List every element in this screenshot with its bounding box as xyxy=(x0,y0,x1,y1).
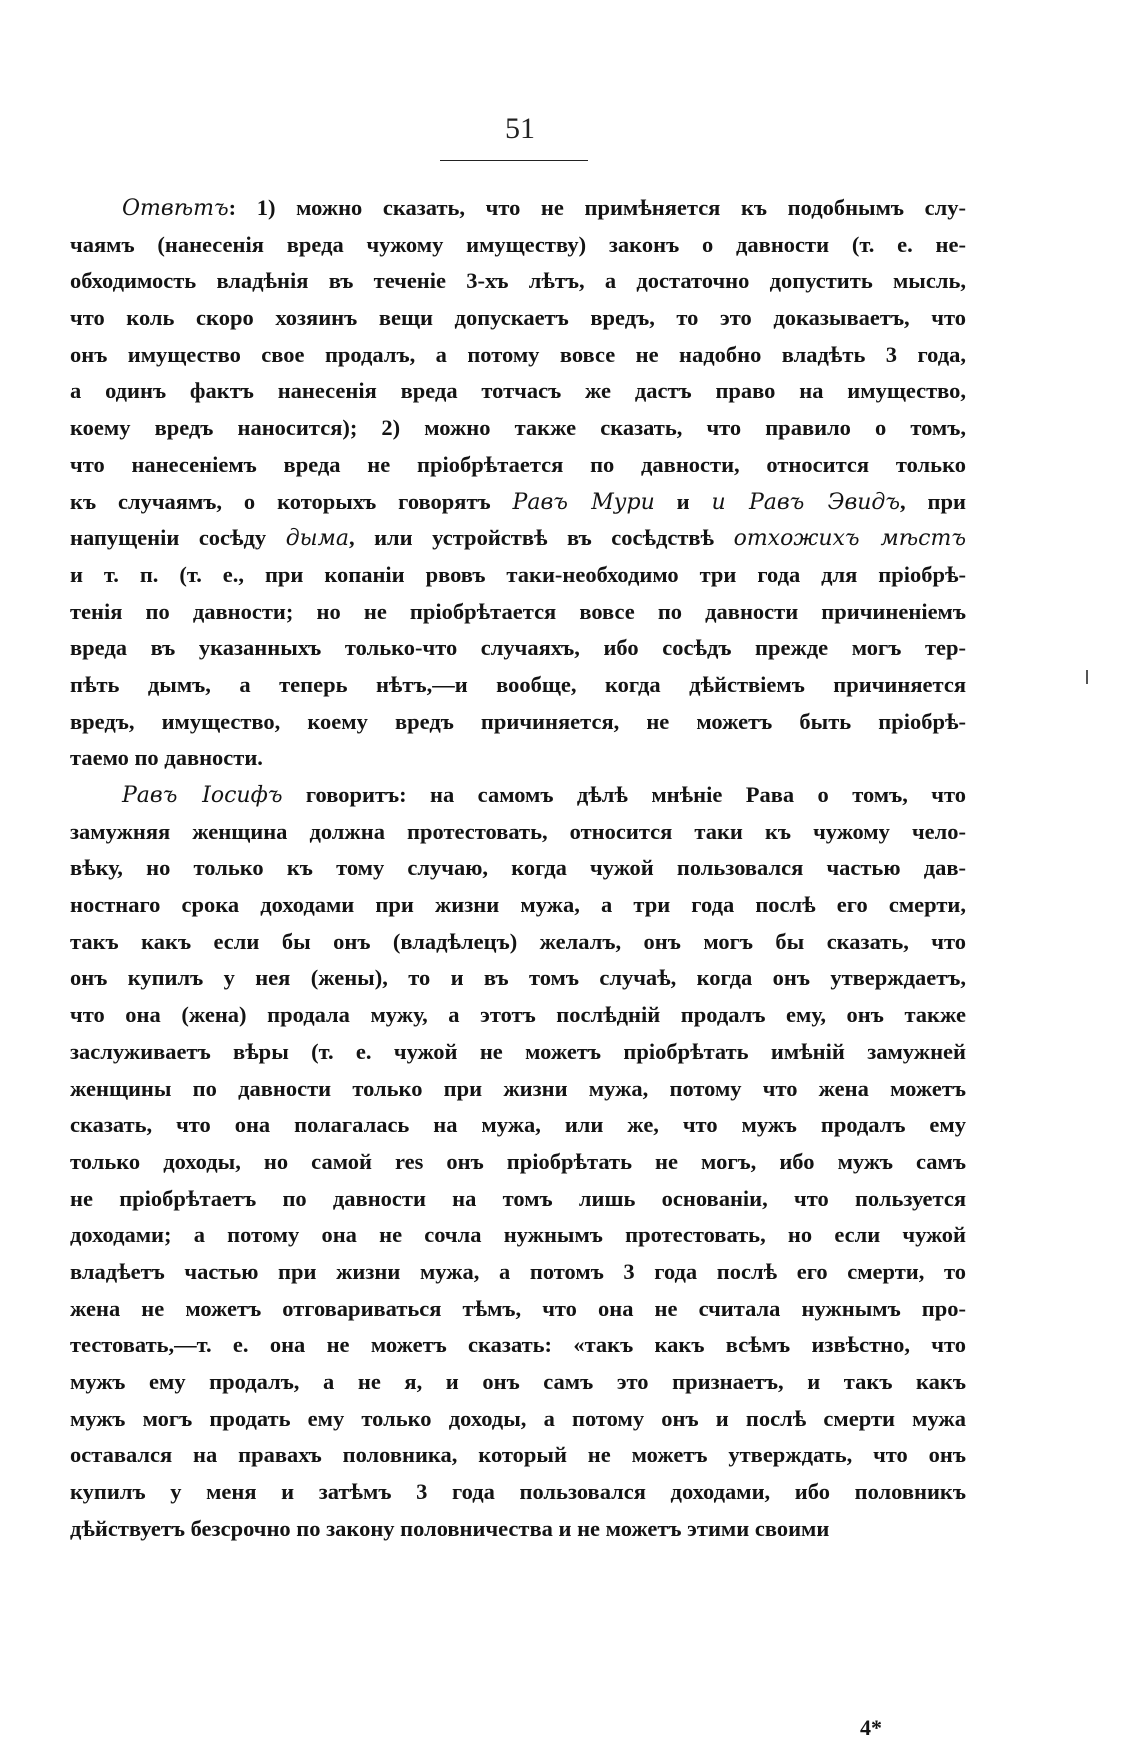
text-segment: вреда въ указанныхъ только-что случаяхъ, ибо сосѣдъ прежде могъ тер- xyxy=(70,635,966,661)
text-segment: напущеніи сосѣду xyxy=(70,525,286,551)
text-segment: говоритъ: на самомъ дѣлѣ мнѣніе Рава о томъ, что xyxy=(282,782,966,807)
text-line xyxy=(70,704,966,741)
body-text xyxy=(70,190,966,1547)
italic-segment: Отвѣтъ xyxy=(122,196,229,221)
italic-segment: Равъ Іосифъ xyxy=(122,783,283,808)
text-segment: доходами; а потому она не сочла нужнымъ протестовать, но если чужой xyxy=(70,1222,966,1248)
text-line xyxy=(70,740,966,777)
text-segment: чаямъ (нанесенія вреда чужому имуществу) законъ о давности (т. е. не- xyxy=(70,231,966,257)
text-segment: таемо по давности. xyxy=(70,745,263,771)
italic-segment: Равъ Мури xyxy=(512,489,655,515)
text-line xyxy=(70,1034,966,1071)
text-segment: и xyxy=(654,488,712,514)
text-line xyxy=(70,777,966,814)
text-segment: вредъ, имущество, коему вредъ причиняется, не можетъ быть пріобрѣ- xyxy=(70,708,966,734)
text-segment: , при xyxy=(900,488,966,514)
text-segment: что коль скоро хозяинъ вещи допускаетъ вредъ, то это доказываетъ, что xyxy=(70,305,966,331)
text-line xyxy=(70,1254,966,1291)
text-line xyxy=(70,1511,966,1548)
text-segment: мужъ могъ продать ему только доходы, а потому онъ и послѣ смерти мужа xyxy=(70,1405,966,1431)
italic-segment: дыма xyxy=(285,526,349,552)
text-line xyxy=(70,960,966,997)
text-segment: купилъ у меня и затѣмъ 3 года пользовался доходами, ибо половникъ xyxy=(70,1479,966,1505)
text-segment: онъ купилъ у нея (жены), то и въ томъ случаѣ, когда онъ утверждаетъ, xyxy=(70,965,966,991)
text-segment: и т. п. (т. е., при копаніи рвовъ таки-необходимо три года для пріобрѣ- xyxy=(70,561,966,587)
text-segment: дѣйствуетъ безсрочно по закону половничества и не можетъ этими своими xyxy=(70,1515,830,1541)
text-segment: тенія по давности; но не пріобрѣтается вовсе по давности причиненіемъ xyxy=(70,598,966,624)
italic-segment: и Равъ Эвидъ xyxy=(711,489,901,515)
text-segment: онъ имущество свое продалъ, а потому вовсе не надобно владѣть 3 года, xyxy=(70,341,966,367)
text-line xyxy=(70,520,966,557)
text-segment: владѣетъ частью при жизни мужа, а потомъ 3 года послѣ его смерти, то xyxy=(70,1258,966,1284)
text-line xyxy=(70,1107,966,1144)
text-segment: что нанесеніемъ вреда не пріобрѣтается по давности, относится только xyxy=(70,451,966,477)
text-segment: : 1) можно сказать, что не примѣняется къ подобнымъ слу- xyxy=(228,195,966,220)
text-segment: что она (жена) продала мужу, а этотъ послѣдній продалъ ему, онъ также xyxy=(70,1002,966,1028)
text-line xyxy=(70,263,966,300)
speck-mark xyxy=(1086,670,1088,684)
text-line xyxy=(70,484,966,521)
text-segment: замужняя женщина должна протестовать, относится таки къ чужому чело- xyxy=(70,818,966,844)
text-segment: оставался на правахъ половника, который не можетъ утверждать, что онъ xyxy=(70,1442,966,1468)
text-segment: только доходы, но самой res онъ пріобрѣтать не могъ, ибо мужъ самъ xyxy=(70,1148,966,1174)
text-line xyxy=(70,1437,966,1474)
text-segment: сказать, что она полагалась на мужа, или же, что мужъ продалъ ему xyxy=(70,1112,966,1138)
text-segment: , или устройствѣ въ сосѣдствѣ xyxy=(348,525,734,551)
text-line xyxy=(70,227,966,264)
text-line xyxy=(70,300,966,337)
text-segment: обходимость владѣнія въ теченіе 3-хъ лѣтъ, а достаточно допустить мысль, xyxy=(70,268,966,294)
text-segment: женщины по давности только при жизни мужа, потому что жена можетъ xyxy=(70,1075,966,1101)
text-line xyxy=(70,337,966,374)
signature-mark: 4* xyxy=(860,1715,882,1740)
text-line xyxy=(70,1217,966,1254)
text-line xyxy=(70,1071,966,1108)
text-line xyxy=(70,1291,966,1328)
text-line xyxy=(70,1401,966,1438)
text-line xyxy=(70,373,966,410)
text-line xyxy=(70,1144,966,1181)
text-segment: тестовать,—т. е. она не можетъ сказать: «такъ какъ всѣмъ извѣстно, что xyxy=(70,1332,966,1358)
text-line xyxy=(70,1474,966,1511)
text-segment: къ случаямъ, о которыхъ говорятъ xyxy=(70,488,513,514)
italic-segment: отхожихъ мѣстъ xyxy=(733,526,966,552)
text-line xyxy=(70,924,966,961)
text-line xyxy=(70,190,966,227)
text-line xyxy=(70,1327,966,1364)
text-segment: не пріобрѣтаетъ по давности на томъ лишь основаніи, что пользуется xyxy=(70,1185,966,1211)
text-segment: коему вредъ наносится); 2) можно также сказать, что правило о томъ, xyxy=(70,415,966,441)
text-segment: мужъ ему продалъ, а не я, и онъ самъ это признаетъ, и такъ какъ xyxy=(70,1369,966,1394)
text-line xyxy=(70,1181,966,1218)
text-line xyxy=(70,667,966,704)
text-line xyxy=(70,630,966,667)
text-line xyxy=(70,997,966,1034)
text-line xyxy=(70,447,966,484)
text-line xyxy=(70,1364,966,1401)
text-line xyxy=(70,410,966,447)
text-segment: заслуживаетъ вѣры (т. е. чужой не можетъ пріобрѣтать имѣній замужней xyxy=(70,1038,966,1064)
text-segment: жена не можетъ отговариваться тѣмъ, что она не считала нужнымъ про- xyxy=(70,1295,966,1321)
text-line xyxy=(70,594,966,631)
text-segment: пѣть дымъ, а теперь нѣтъ,—и вообще, когда дѣйствіемъ причиняется xyxy=(70,671,966,697)
page-number: 51 xyxy=(505,112,535,145)
text-segment: вѣку, но только къ тому случаю, когда чужой пользовался частью дав- xyxy=(70,855,966,881)
text-line xyxy=(70,850,966,887)
text-line xyxy=(70,557,966,594)
text-segment: а одинъ фактъ нанесенія вреда тотчасъ же дастъ право на имущество, xyxy=(70,378,966,404)
text-line xyxy=(70,887,966,924)
text-segment: такъ какъ если бы онъ (владѣлецъ) желалъ, онъ могъ бы сказать, что xyxy=(70,928,966,954)
header-rule xyxy=(440,160,588,161)
text-segment: ностнаго срока доходами при жизни мужа, а три года послѣ его смерти, xyxy=(70,892,966,918)
text-line xyxy=(70,814,966,851)
